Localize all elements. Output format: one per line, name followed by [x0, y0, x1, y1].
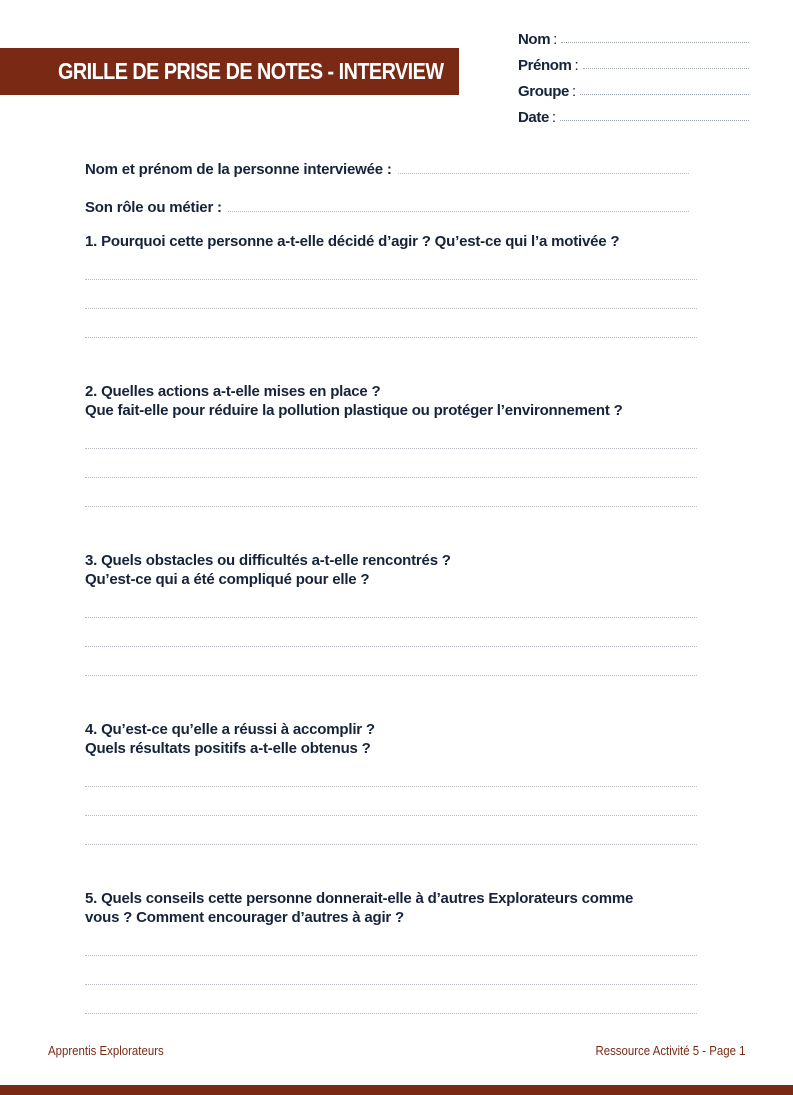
answer-line[interactable]: [85, 956, 697, 985]
date-field: [518, 100, 753, 126]
group-label: Groupe: [518, 83, 569, 100]
footer-page-info: Ressource Activité 5 - Page 1: [595, 1043, 746, 1058]
answer-line[interactable]: [85, 309, 697, 338]
answer-line[interactable]: [85, 280, 697, 309]
date-sep: :: [551, 109, 557, 126]
question-3-line-2: Qu’est-ce qui a été compliqué pour elle ?: [85, 571, 370, 588]
interviewee-label: Nom et prénom de la personne interviewée :: [85, 161, 392, 178]
answer-line[interactable]: [85, 758, 697, 787]
answer-line[interactable]: [85, 589, 697, 618]
answer-line[interactable]: [85, 449, 697, 478]
question-5-text: [85, 889, 697, 927]
answer-line[interactable]: [85, 985, 697, 1014]
group-field: [518, 74, 753, 100]
interviewee-input-line[interactable]: [398, 173, 689, 174]
question-5-line-1: 5. Quels conseils cette personne donnerait-elle à d’autres Explorateurs comme: [85, 890, 634, 907]
question-1: [85, 232, 697, 338]
role-field: [85, 194, 697, 216]
name-field: [518, 22, 753, 48]
firstname-label: Prénom: [518, 57, 572, 74]
question-2-text: [85, 382, 697, 420]
question-3-text: [85, 551, 697, 589]
student-id-fields: [518, 22, 753, 126]
question-4-line-2: Quels résultats positifs a-t-elle obtenus ?: [85, 740, 371, 757]
question-5: [85, 889, 697, 1014]
role-input-line[interactable]: [228, 211, 689, 212]
answer-line[interactable]: [85, 647, 697, 676]
footer-brand: Apprentis Explorateurs: [48, 1043, 164, 1058]
title-banner: [0, 48, 459, 95]
form-body: [85, 156, 697, 1014]
firstname-sep: :: [574, 57, 579, 74]
question-4-text: [85, 720, 697, 758]
date-label: Date: [518, 109, 549, 126]
bottom-bar: [0, 1085, 793, 1095]
answer-line[interactable]: [85, 420, 697, 449]
question-3-line-1: 3. Quels obstacles ou difficultés a-t-elle rencontrés ?: [85, 552, 451, 569]
question-2: [85, 382, 697, 507]
question-5-line-2: vous ? Comment encourager d’autres à agir ?: [85, 909, 404, 926]
name-input-line[interactable]: [561, 42, 749, 43]
question-1-line-1: 1. Pourquoi cette personne a-t-elle décidé d’agir ? Qu’est-ce qui l’a motivée ?: [85, 233, 620, 250]
answer-line[interactable]: [85, 787, 697, 816]
question-4: [85, 720, 697, 845]
date-input-line[interactable]: [560, 120, 749, 121]
question-3: [85, 551, 697, 676]
firstname-field: [518, 48, 753, 74]
answer-line[interactable]: [85, 816, 697, 845]
page-title: GRILLE DE PRISE DE NOTES - INTERVIEW: [58, 58, 444, 84]
question-2-line-2: Que fait-elle pour réduire la pollution plastique ou protéger l’environnement ?: [85, 402, 623, 419]
role-label: Son rôle ou métier :: [85, 199, 222, 216]
name-label: Nom: [518, 31, 551, 48]
group-sep: :: [571, 83, 577, 100]
interviewee-field: [85, 156, 697, 178]
answer-line[interactable]: [85, 251, 697, 280]
firstname-input-line[interactable]: [583, 68, 749, 69]
answer-line[interactable]: [85, 927, 697, 956]
answer-line[interactable]: [85, 478, 697, 507]
group-input-line[interactable]: [580, 94, 749, 95]
question-2-line-1: 2. Quelles actions a-t-elle mises en place ?: [85, 383, 381, 400]
answer-line[interactable]: [85, 618, 697, 647]
question-1-text: [85, 232, 697, 251]
name-sep: :: [553, 31, 558, 48]
question-4-line-1: 4. Qu’est-ce qu’elle a réussi à accomplir ?: [85, 721, 375, 738]
